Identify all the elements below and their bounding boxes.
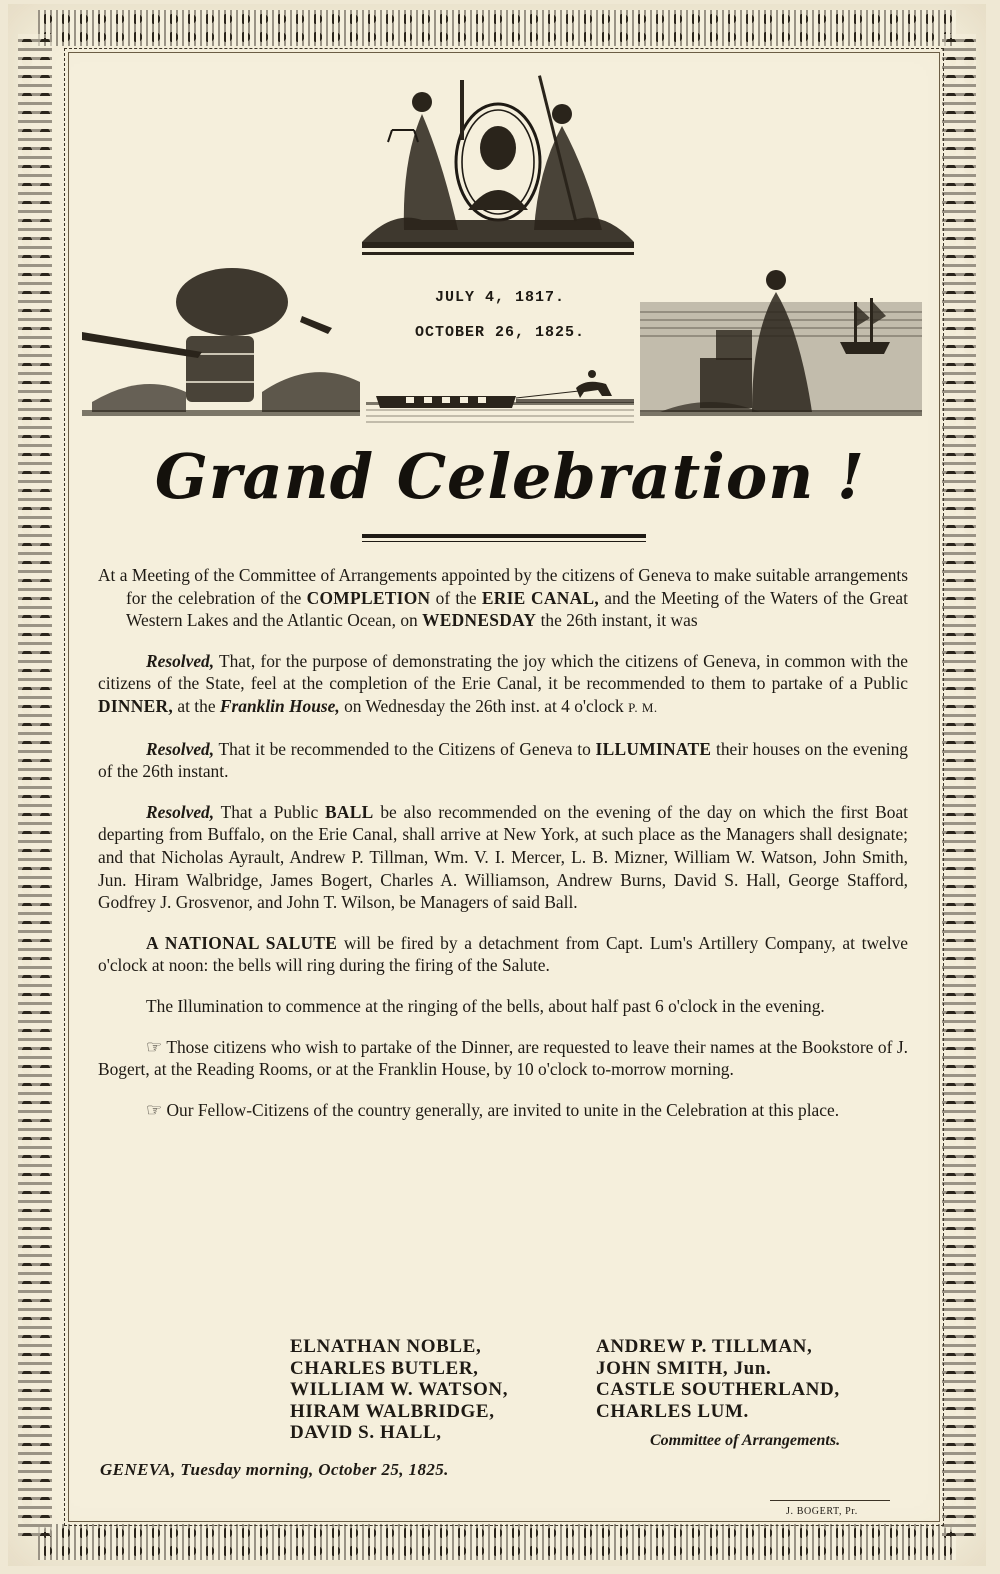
pointing-hand-icon: ☞ (146, 1099, 163, 1120)
ornamental-border-right (942, 34, 976, 1536)
resolved-dinner-paragraph: Resolved, That, for the purpose of demonstrating the joy which the citizens of Geneva, in common with the citizens of the State, feel at the completion of the Erie Canal, it be recommended to them to partake of a Public DINNER, at the Franklin House, on Wednesday the 26th inst. at 4 o'clock P. M. (98, 650, 908, 716)
agriculture-vignette (82, 262, 360, 422)
invitation-paragraph: ☞ Our Fellow-Citizens of the country generally, are invited to unite in the Celebration at this place. (146, 1099, 840, 1120)
ornamental-border-top (38, 10, 956, 46)
date-july-1817: JULY 4, 1817. (434, 289, 566, 306)
committee-member: DAVID S. HALL, (290, 1422, 442, 1443)
committee-member: CHARLES BUTLER, (290, 1357, 479, 1379)
salute-paragraph: A NATIONAL SALUTE will be fired by a detachment from Capt. Lum's Artillery Company, at twelve o'clock at noon: the bells will ring during the firing of the Salute. (98, 932, 908, 976)
committee-member: HIRAM WALBRIDGE, (290, 1400, 495, 1422)
broadside-body (98, 564, 908, 1139)
committee-member: ANDREW P. TILLMAN, (596, 1336, 813, 1357)
dateline: GENEVA, Tuesday morning, October 25, 1825. (100, 1460, 449, 1479)
committee-list-left (290, 1336, 508, 1444)
resolved-illuminate-paragraph: Resolved, That it be recommended to the Citizens of Geneva to ILLUMINATE their houses on the evening of the 26th instant. (98, 738, 908, 782)
committee-member: WILLIAM W. WATSON, (290, 1379, 509, 1400)
headline: Grand Celebration ! (154, 440, 866, 513)
committee-member: CHARLES LUM. (596, 1400, 749, 1422)
committee-member: CASTLE SOUTHERLAND, (596, 1379, 840, 1400)
headline-rule-thin (362, 541, 646, 542)
washington-portrait-vignette (362, 70, 634, 260)
ornamental-border-bottom (38, 1524, 956, 1560)
illumination-paragraph: The Illumination to commence at the ringing of the bells, about half past 6 o'clock in the evening. (146, 995, 825, 1016)
printer-rule (770, 1500, 890, 1501)
commerce-vignette (640, 262, 922, 422)
committee-label: Committee of Arrangements. (650, 1432, 841, 1449)
committee-list-right (596, 1336, 840, 1422)
committee-member: ELNATHAN NOBLE, (290, 1336, 482, 1357)
headline-rule-thick (362, 534, 646, 538)
canal-boat-vignette (366, 366, 634, 428)
meeting-paragraph: At a Meeting of the Committee of Arrangements appointed by the citizens of Geneva to make suitable arrangements for the celebration of the COMPLETION of the ERIE CANAL, and the Meeting of the Waters of the Great Western Lakes and the Atlantic Ocean, on WEDNESDAY the 26th instant, it was (98, 565, 908, 631)
ornamental-border-left (18, 34, 52, 1536)
pointing-hand-icon: ☞ (146, 1036, 163, 1057)
date-october-1825: OCTOBER 26, 1825. (414, 324, 586, 341)
resolved-ball-paragraph: Resolved, That a Public BALL be also recommended on the evening of the day on which the first Boat departing from Buffalo, on the Erie Canal, shall arrive at New York, at such place as the Managers shall designate; and that Nicholas Ayrault, Andrew P. Tillman, Wm. V. I. Mercer, L. B. Mizner, William W. Watson, John Smith, Jun. Hiram Walbridge, James Bogert, Charles A. Williamson, Andrew Burns, David S. Hall, George Stafford, Godfrey J. Grosvenor, and John T. Wilson, be Managers of said Ball. (98, 801, 909, 913)
committee-member: JOHN SMITH, Jun. (596, 1357, 772, 1379)
dinner-notice-paragraph: ☞ Those citizens who wish to partake of the Dinner, are requested to leave their names at the Bookstore of J. Bogert, at the Reading Rooms, or at the Franklin House, by 10 o'clock to-morrow morning. (98, 1036, 908, 1080)
printer-imprint: J. BOGERT, Pr. (786, 1506, 858, 1517)
